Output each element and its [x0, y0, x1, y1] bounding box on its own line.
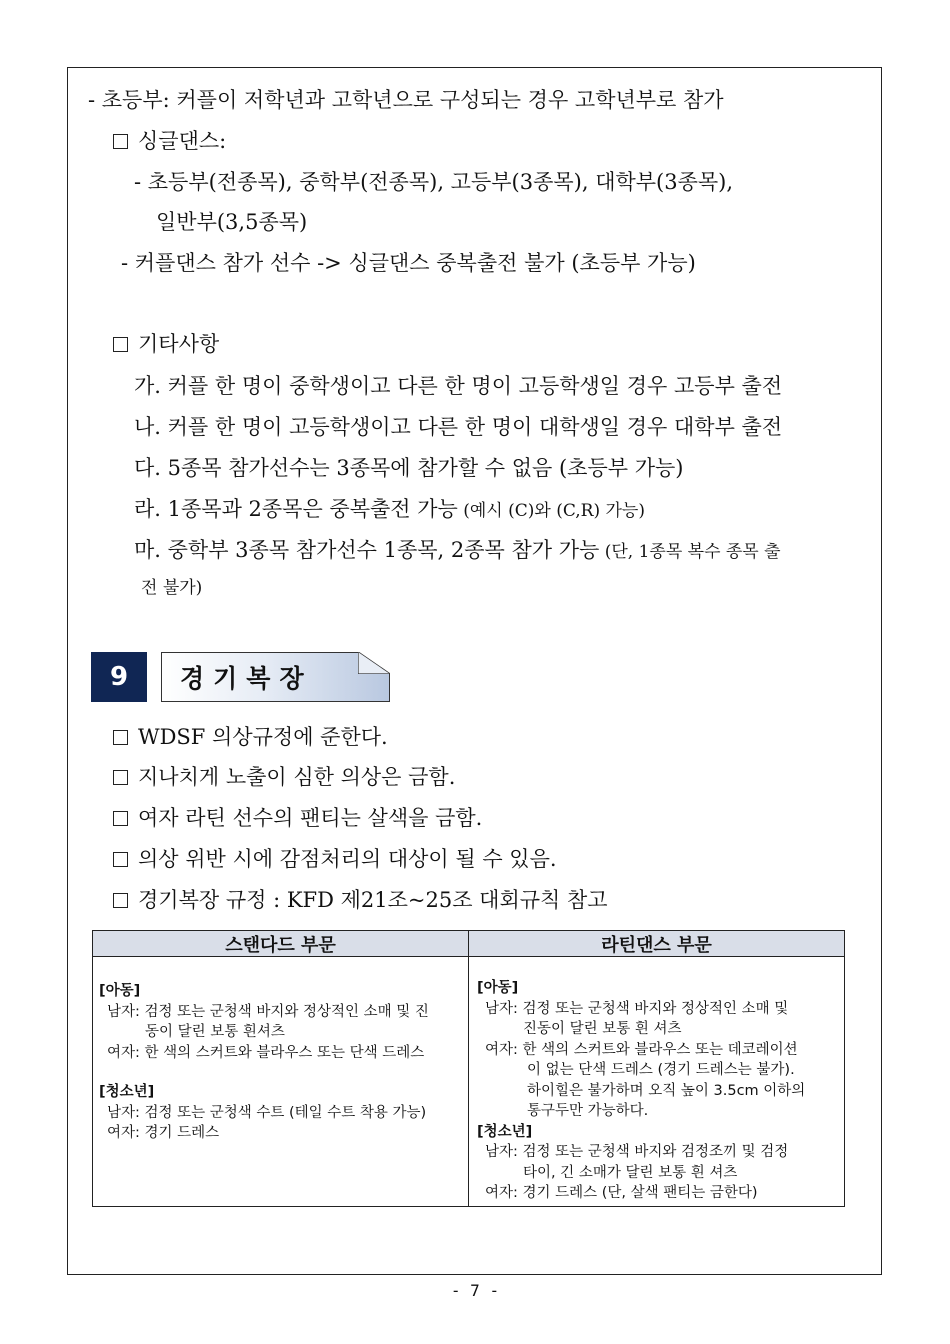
etc-item-ma-main: 마. 중학부 3종목 참가선수 1종목, 2종목 참가 가능: [134, 538, 600, 562]
latin-child-female-cont-2: 하이힐은 불가하며 오직 높이 3.5cm 이하의: [527, 1082, 806, 1099]
checkbox-icon: [113, 337, 128, 352]
column-divider: [468, 931, 469, 1206]
latin-youth-female: 여자: 경기 드레스 (단, 살색 팬티는 금한다): [485, 1185, 758, 1201]
etc-item-ma-continued: 전 불가): [141, 578, 203, 598]
standard-cell: [99, 981, 429, 1144]
checkbox-icon: [113, 134, 128, 149]
section-number: 9: [91, 652, 147, 702]
etc-item-ma: [134, 540, 781, 561]
rule-4-text: 의상 위반 시에 감점처리의 대상이 될 수 있음.: [138, 847, 557, 871]
latin-child-female-cont-3: 통구두만 가능하다.: [527, 1103, 649, 1119]
latin-child-male-cont: 진동이 달린 보통 흰 셔츠: [523, 1021, 682, 1037]
rule-3-text: 여자 라틴 선수의 팬티는 살색을 금함.: [138, 806, 483, 830]
single-dance-line-3: - 커플댄스 참가 선수 -> 싱글댄스 중복출전 불가 (초등부 가능): [121, 251, 696, 275]
standard-child-female: 여자: 한 색의 스커트와 블라우스 또는 단색 드레스: [107, 1044, 425, 1061]
etc-item-da: 다. 5종목 참가선수는 3종목에 참가할 수 없음 (초등부 가능): [134, 456, 684, 480]
etc-item-ra-main: 라. 1종목과 2종목은 중복출전 가능: [134, 497, 458, 521]
checkbox-icon: [113, 770, 128, 785]
standard-youth-tag: [청소년]: [99, 1084, 155, 1100]
rule-5: [113, 890, 608, 911]
rule-1-text: WDSF 의상규정에 준한다.: [138, 725, 388, 749]
latin-child-tag: [아동]: [477, 980, 519, 996]
latin-youth-male: 남자: 검정 또는 군청색 바지와 검정조끼 및 검정: [485, 1144, 789, 1160]
elementary-note: - 초등부: 커플이 저학년과 고학년으로 구성되는 경우 고학년부로 참가: [88, 88, 724, 112]
rule-2-text: 지나치게 노출이 심한 의상은 금함.: [138, 765, 456, 789]
latin-cell: [477, 978, 805, 1204]
etc-item-na: 나. 커플 한 명이 고등학생이고 다른 한 명이 대학생일 경우 대학부 출전: [134, 415, 783, 439]
single-dance-title: 싱글댄스:: [138, 129, 227, 153]
etc-item-ga: 가. 커플 한 명이 중학생이고 다른 한 명이 고등학생일 경우 고등부 출전: [134, 374, 783, 398]
standard-youth-female: 여자: 경기 드레스: [107, 1125, 220, 1141]
standard-header: 스탠다드 부문: [93, 931, 468, 957]
section-title: 경기복장: [180, 664, 313, 693]
standard-child-male-cont: 동이 달린 보통 흰셔츠: [145, 1024, 285, 1040]
etc-item-ma-note: (단, 1종목 복수 종목 출: [599, 542, 781, 562]
latin-child-female: 여자: 한 색의 스커트와 블라우스 또는 데코레이션: [485, 1041, 798, 1058]
rule-4: [113, 849, 557, 870]
checkbox-icon: [113, 852, 128, 867]
single-dance-line-2: 일반부(3,5종목): [156, 210, 308, 234]
single-dance-heading: [113, 131, 226, 152]
etc-item-ra: [134, 499, 645, 520]
latin-youth-male-cont: 타이, 긴 소매가 달린 보통 흰 셔츠: [523, 1164, 738, 1181]
standard-youth-male: 남자: 검정 또는 군청색 수트 (테일 수트 착용 가능): [107, 1104, 427, 1121]
latin-child-female-cont-1: 이 없는 단색 드레스 (경기 드레스는 불가).: [527, 1062, 795, 1078]
etc-item-ra-note: (예시 (C)와 (C,R) 가능): [457, 501, 645, 521]
latin-youth-tag: [청소년]: [477, 1123, 533, 1140]
latin-child-male: 남자: 검정 또는 군청색 바지와 정상적인 소매 및: [485, 1000, 789, 1017]
rule-1: [113, 727, 388, 748]
standard-child-male: 남자: 검정 또는 군청색 바지와 정상적인 소매 및 진: [107, 1003, 429, 1020]
rule-5-text: 경기복장 규정 : KFD 제21조~25조 대회규칙 참고: [138, 888, 608, 912]
rule-3: [113, 808, 482, 829]
section-title-box: [161, 652, 390, 702]
rule-2: [113, 767, 455, 788]
checkbox-icon: [113, 730, 128, 745]
standard-child-tag: [아동]: [99, 983, 141, 999]
page-number: - 7 -: [450, 1281, 500, 1300]
etc-title: 기타사항: [138, 332, 220, 356]
dress-code-table: [92, 930, 845, 1207]
folded-corner-icon: [358, 652, 390, 674]
checkbox-icon: [113, 893, 128, 908]
checkbox-icon: [113, 811, 128, 826]
latin-header: 라틴댄스 부문: [469, 931, 844, 957]
single-dance-line-1: - 초등부(전종목), 중학부(전종목), 고등부(3종목), 대학부(3종목),: [134, 170, 734, 194]
etc-heading: [113, 334, 219, 355]
